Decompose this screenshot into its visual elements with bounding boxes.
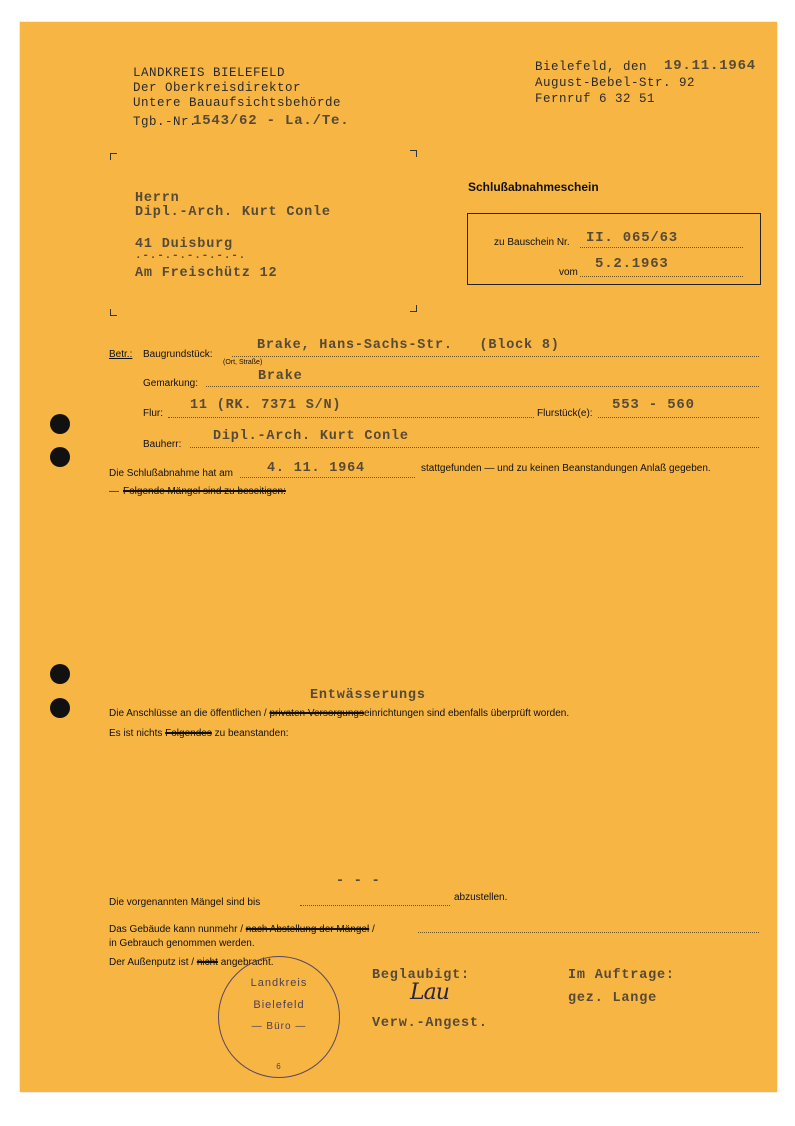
- plot-value: Brake, Hans-Sachs-Str. (Block 8): [257, 338, 560, 353]
- drainage-typed: Entwässerungs: [310, 688, 426, 703]
- reference-label: Tgb.-Nr.: [133, 115, 198, 129]
- stamp-number: 6: [276, 1062, 282, 1071]
- stamp-line3: — Büro —: [251, 1021, 307, 1032]
- plot-label: Baugrundstück:: [143, 349, 213, 360]
- inspection-date: 4. 11. 1964: [267, 461, 365, 476]
- permit-number-label: zu Bauschein Nr.: [494, 237, 570, 248]
- usage-end: /: [371, 924, 375, 935]
- owner-label: Bauherr:: [143, 439, 182, 450]
- punch-hole: [50, 447, 70, 467]
- subject-label: Betr.:: [109, 349, 133, 360]
- deadline-start: Die vorgenannten Mängel sind bis: [109, 897, 261, 908]
- recipient-street: Am Freischütz 12: [135, 266, 278, 281]
- nothing-struck: Folgendes: [165, 728, 212, 739]
- authority-phone: Fernruf 6 32 51: [535, 92, 656, 106]
- punch-hole: [50, 664, 70, 684]
- defects-struck-text: Folgende Mängel sind zu beseitigen:: [123, 486, 286, 497]
- on-behalf-label: Im Auftrage:: [568, 968, 675, 983]
- stamp-line2: Bielefeld: [253, 999, 305, 1011]
- certified-label: Beglaubigt:: [372, 968, 470, 983]
- inspection-sentence-start: Die Schlußabnahme hat am: [109, 468, 233, 479]
- address-window-corner: [410, 150, 417, 157]
- usage-line: [418, 932, 759, 933]
- flur-label: Flur:: [143, 408, 163, 419]
- defects-prefix: —: [109, 486, 119, 497]
- plot-sublabel: (Ort, Straße): [223, 359, 263, 366]
- plaster-start: Der Außenputz ist /: [109, 957, 195, 968]
- punch-hole: [50, 414, 70, 434]
- usage-start: Das Gebäude kann nunmehr /: [109, 924, 243, 935]
- nothing-start: Es ist nichts: [109, 728, 163, 739]
- permit-box: [467, 213, 761, 285]
- permit-number-line: [580, 247, 743, 248]
- recipient-city: 41 Duisburg: [135, 237, 233, 252]
- permit-number-value: II. 065/63: [586, 230, 679, 246]
- inspection-sentence-end: stattgefunden — und zu keinen Beanstandungen Anlaß gegeben.: [421, 463, 711, 474]
- usage-struck: nach Abstellung der Mängel: [245, 924, 370, 935]
- dash-mark: - - -: [336, 874, 381, 889]
- parcel-line: [598, 417, 759, 418]
- district-line: [206, 386, 759, 387]
- plot-line: [232, 356, 759, 357]
- clerk-title: Verw.-Angest.: [372, 1016, 488, 1031]
- permit-date-label: vom: [559, 267, 578, 278]
- nothing-end: zu beanstanden:: [214, 728, 289, 739]
- flur-value: 11 (RK. 7371 S/N): [190, 398, 342, 413]
- plaster-struck: nicht: [196, 957, 218, 968]
- permit-date-line: [580, 276, 743, 277]
- official-stamp: [218, 956, 340, 1078]
- place-date-prefix: Bielefeld, den: [535, 60, 648, 74]
- letter-date: 19.11.1964: [664, 58, 757, 74]
- nothing-sentence: [109, 728, 289, 739]
- district-value: Brake: [258, 369, 303, 384]
- plaster-end: angebracht.: [220, 957, 274, 968]
- usage-sentence: [109, 924, 375, 935]
- inspection-date-line: [240, 477, 415, 478]
- reference-number: 1543/62 - La./Te.: [193, 113, 350, 129]
- recipient-city-underline: .-.-.-.-.-.-.-.: [135, 250, 247, 262]
- district-label: Gemarkung:: [143, 378, 199, 389]
- recipient-name: Dipl.-Arch. Kurt Conle: [135, 205, 331, 220]
- recipient-salutation: Herrn: [135, 191, 180, 206]
- authority-office: Der Oberkreisdirektor: [133, 81, 302, 95]
- form-title: Schlußabnahmeschein: [468, 180, 599, 194]
- handwritten-signature: Lau: [410, 980, 449, 1005]
- punch-hole: [50, 698, 70, 718]
- connections-struck: privaten Versorgungs: [269, 708, 364, 719]
- usage-line2: in Gebrauch genommen werden.: [109, 938, 255, 949]
- stamp-line1: Landkreis: [250, 977, 308, 989]
- owner-value: Dipl.-Arch. Kurt Conle: [213, 429, 409, 444]
- deadline-end: abzustellen.: [454, 892, 508, 903]
- connections-sentence: [109, 708, 569, 719]
- signed-by: gez. Lange: [568, 991, 658, 1006]
- address-window-corner: [410, 305, 417, 312]
- authority-street: August-Bebel-Str. 92: [535, 76, 696, 90]
- connections-start: Die Anschlüsse an die öffentlichen /: [109, 708, 267, 719]
- permit-date-value: 5.2.1963: [595, 256, 669, 272]
- flur-line: [168, 417, 534, 418]
- address-window-corner: [110, 309, 117, 316]
- address-window-corner: [110, 153, 117, 160]
- connections-end: einrichtungen sind ebenfalls überprüft worden.: [364, 708, 570, 719]
- parcel-label: Flurstück(e):: [537, 408, 593, 419]
- authority-department: Untere Bauaufsichtsbehörde: [133, 96, 342, 110]
- owner-line: [190, 447, 759, 448]
- deadline-line: [300, 905, 450, 906]
- parcel-value: 553 - 560: [612, 397, 695, 413]
- authority-name: LANDKREIS BIELEFELD: [133, 66, 286, 80]
